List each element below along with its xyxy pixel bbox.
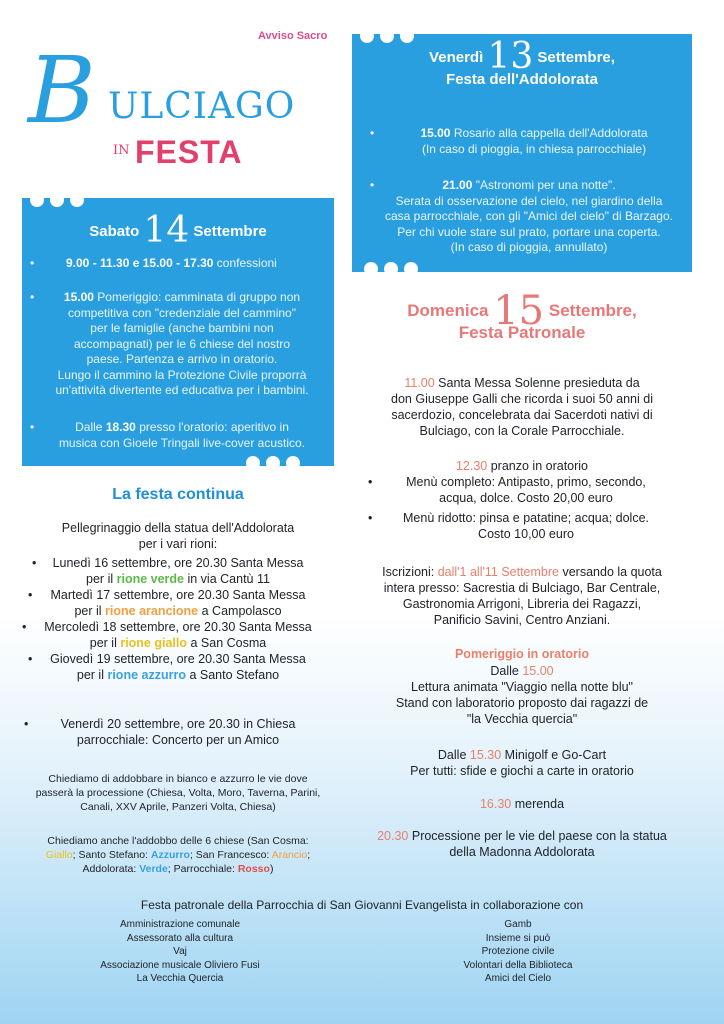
processione: 20.30 Processione per le vie del paese con la statua della Madonna Addolorata: [377, 829, 667, 859]
rione-item: • Martedì 17 settembre, ore 20.30 Santa Messa per il rione arancione a Campolasco: [28, 588, 306, 618]
addobbo-vie: Chiediamo di addobbare in bianco e azzurro le vie dove passerà la processione (Chiesa, Volta, Moro, Taverna, Parini, Canali, XXV Aprile, Panzeri Volta, Chiesa): [35, 773, 321, 813]
merenda: 16.30 merenda: [479, 797, 565, 811]
iscrizioni: Iscrizioni: dall'1 all'11 Settembre versando la quota intera presso: Sacrestia di Bulciago, Bar Centrale, Gastronomia Arrigoni, Libreria dei Ragazzi, Panificio Savini, Centro Anziani.: [382, 565, 662, 627]
avviso-sacro: Avviso Sacro: [258, 30, 328, 42]
footer-partners-left: Amministrazione comunale Assessorato alla cultura Vaj Associazione musicale Oliviero Fusi La Vecchia Quercia: [100, 919, 260, 984]
menu-completo: • Menù completo: Antipasto, primo, secondo, acqua, dolce. Costo 20,00 euro: [368, 475, 646, 505]
saturday-item-3: • Dalle 18.30 presso l'oratorio: aperitivo in musica con Gioele Tringali live-cover acustico.: [30, 420, 306, 450]
friday-item-1: • 15.00 Rosario alla cappella dell'Addolorata (In caso di pioggia, in chiesa parrocchiale): [370, 126, 648, 156]
footer-title: Festa patronale della Parrocchia di San Giovanni Evangelista in collaborazione con: [140, 898, 584, 912]
box-dots: [30, 193, 84, 207]
logo-in: IN: [113, 143, 130, 158]
menu-ridotto: • Menù ridotto: pinsa e patatine; acqua; dolce. Costo 10,00 euro: [368, 511, 649, 541]
rione-item: • Giovedì 19 settembre, ore 20.30 Santa Messa per il rione azzurro a Santo Stefano: [28, 652, 306, 682]
continua-intro: Pellegrinaggio della statua dell'Addolorata per i vari rioni:: [61, 521, 295, 551]
sunday-messa: 11.00 Santa Messa Solenne presieduta da don Giuseppe Galli che ricorda i suoi 50 anni di sacerdozio, concelebrata dai Sacerdoti nativi di Bulciago, con la Corale Parrocchiale.: [391, 376, 653, 438]
rione-item: • Mercoledì 18 settembre, ore 20.30 Santa Messa per il rione giallo a San Cosma: [22, 620, 312, 650]
footer-partners-right: Gamb Insieme si può Protezione civile Volontari della Biblioteca Amici del Cielo: [463, 919, 573, 984]
friday-heading: Venerdì 13 Settembre, Festa dell'Addolorata: [429, 36, 615, 88]
sunday-heading: Domenica 15 Settembre, Festa Patronale: [407, 288, 637, 342]
saturday-item-2: • 15.00 Pomeriggio: camminata di gruppo non competitiva con "credenziale del cammino" per le famiglie (anche bambini non accompagnati) per le 6 chiese del nostro paese. Partenza e arrivo in oratorio. Lungo il cammino la Protezione Civile proporrà un'attività divertente ed educativa per i bambini.: [30, 290, 309, 397]
minigolf: Dalle 15.30 Minigolf e Go-Cart Per tutti: sfide e giochi a carte in oratorio: [410, 748, 634, 778]
logo-festa: FESTA: [135, 134, 243, 170]
friday-item-2: • 21.00 "Astronomi per una notte". Serata di osservazione del cielo, nel giardino della casa parrocchiale, con gli "Amici del cielo" di Barzago. Per chi vuole stare sul prato, portare una coperta. (In caso di pioggia, annullato): [370, 178, 673, 254]
pomeriggio-content: Dalle 15.00 Lettura animata "Viaggio nella notte blu" Stand con laboratorio proposto dai ragazzi de "la Vecchia quercia": [395, 664, 649, 726]
saturday-box: [22, 198, 334, 466]
box-dots: [364, 262, 418, 276]
saturday-item-1: • 9.00 - 11.30 e 15.00 - 17.30 confessioni: [30, 256, 277, 270]
friday-title: Festa dell'Addolorata: [446, 71, 598, 88]
continua-title: La festa continua: [112, 486, 244, 503]
box-dots: [246, 456, 300, 470]
venerdi-20: • Venerdì 20 settembre, ore 20.30 in Chiesa parrocchiale: Concerto per un Amico: [24, 717, 296, 747]
rione-item: • Lunedì 16 settembre, ore 20.30 Santa Messa per il rione verde in via Cantù 11: [32, 556, 304, 586]
pomeriggio-title: Pomeriggio in oratorio: [454, 647, 590, 661]
logo-letter-b: B: [28, 37, 96, 144]
saturday-heading: Sabato 14 Settembre: [89, 210, 267, 251]
sunday-title: Festa Patronale: [458, 323, 586, 342]
friday-box: [352, 34, 692, 272]
addobbo-chiese: Chiediamo anche l'addobbo delle 6 chiese (San Cosma: Giallo; Santo Stefano: Azzurro; San Francesco: Arancio; Addolorata: Verde; Parrocchiale: Rosso): [45, 835, 311, 875]
rioni-list: [22, 555, 334, 683]
sunday-pranzo: 12.30 pranzo in oratorio: [455, 459, 589, 473]
logo-town-name: ULCIAGO: [108, 86, 296, 127]
box-dots: [360, 29, 414, 43]
